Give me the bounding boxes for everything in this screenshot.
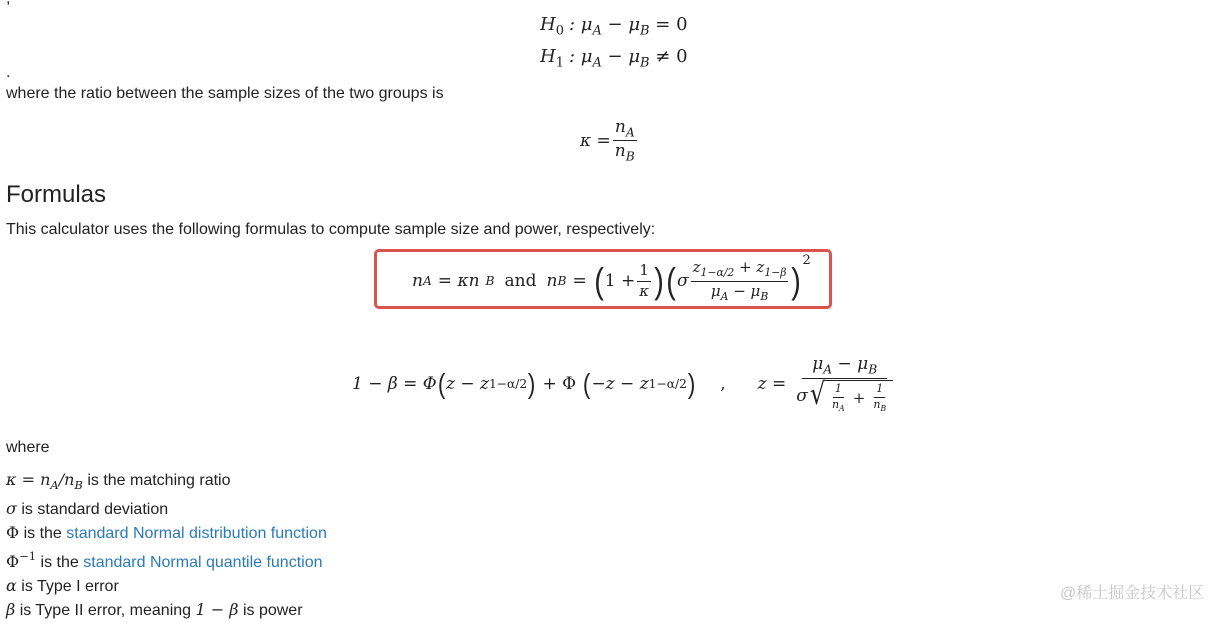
- where-label: where: [6, 439, 50, 456]
- hypothesis-block: [540, 12, 688, 75]
- h1-line: $H_1$ : $\mu_A - \mu_B \ne 0$: [540, 45, 688, 71]
- watermark: @稀土掘金技术社区: [1060, 585, 1205, 602]
- definition-phi: Φ is the standard Normal distribution function: [6, 523, 327, 543]
- definition-phi-inverse: $\Phi^{-1}$ is the standard Normal quantile function: [6, 549, 323, 571]
- section-title: Formulas: [6, 181, 107, 208]
- sample-size-formula: n A = κn B and n B = ( 1 + $\frac{1}{\kappa}$ ) ( σ $\frac{z_{1-\alpha/2} + z_{1-\beta}}{\mu_A - \mu_B}$ ) 2: [412, 253, 811, 303]
- power-formula: 1 − β = Φ ( z − z 1−α/2 ) + Φ ( −z − z 1−α/2 ) , z = $\mu_A - \mu_B$ σ √ $\frac{1}{n_A}$ + $\frac{1}{n_B}$: [352, 355, 897, 413]
- formulas-intro: This calculator uses the following formulas to compute sample size and power, respectively:: [6, 221, 656, 238]
- definition-alpha: α is Type I error: [6, 575, 119, 595]
- definition-kappa: $\kappa = n_A/n_B$ is the matching ratio: [6, 470, 231, 493]
- normal-distribution-link[interactable]: standard Normal distribution function: [66, 525, 327, 543]
- stray-dot: .: [6, 64, 11, 81]
- clipped-top-text: [6, 0, 10, 8]
- kappa-formula: κ = $\frac{n_A}{n_B}$: [580, 117, 635, 164]
- ratio-intro: where the ratio between the sample sizes of the two groups is: [6, 85, 444, 102]
- definition-sigma: σ is standard deviation: [6, 499, 169, 519]
- h0-line: $H_0$ : $\mu_A - \mu_B = 0$: [540, 14, 688, 39]
- definition-beta: β is Type II error, meaning 1 − β is power: [6, 599, 303, 619]
- normal-quantile-link[interactable]: standard Normal quantile function: [83, 553, 323, 571]
- definitions-list: [6, 468, 327, 622]
